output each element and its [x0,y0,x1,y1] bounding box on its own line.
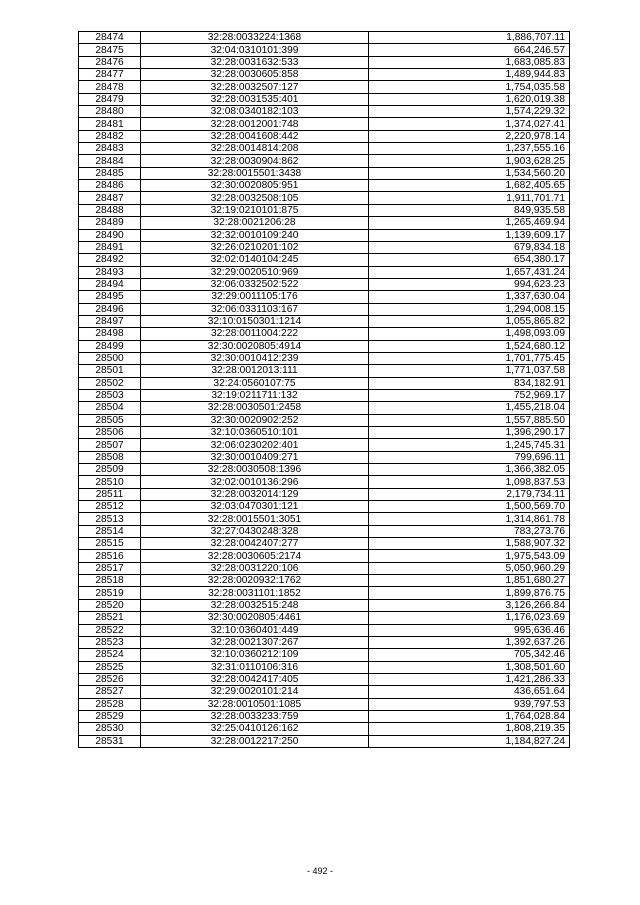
record-number-cell: 28489 [79,217,141,229]
cadastral-number-cell: 32:28:0030605:2174 [141,550,369,562]
cadastral-number-cell: 32:26:0210201:102 [141,241,369,253]
table-row [79,599,570,611]
cadastral-number-cell: 32:02:0010136:296 [141,476,369,488]
record-number-cell: 28525 [79,661,141,673]
table-row [79,377,570,389]
table-row [79,402,570,414]
record-number-cell: 28524 [79,649,141,661]
table-row [79,56,570,68]
amount-cell: 1,534,560.20 [369,167,570,179]
cadastral-number-cell: 32:29:0020101:214 [141,686,369,698]
amount-cell: 799,696.11 [369,451,570,463]
cadastral-number-cell: 32:28:0041608:442 [141,130,369,142]
cadastral-number-cell: 32:28:0014814:208 [141,143,369,155]
record-number-cell: 28474 [79,32,141,44]
cadastral-number-cell: 32:27:0430248:328 [141,525,369,537]
record-number-cell: 28527 [79,686,141,698]
amount-cell: 1,498,093.09 [369,328,570,340]
amount-cell: 1,308,501.60 [369,661,570,673]
amount-cell: 1,588,907.32 [369,538,570,550]
record-number-cell: 28520 [79,599,141,611]
amount-cell: 1,176,023.69 [369,612,570,624]
amount-cell: 664,246.57 [369,44,570,56]
amount-cell: 783,273.76 [369,525,570,537]
table-row [79,427,570,439]
cadastral-number-cell: 32:28:0031535:401 [141,93,369,105]
amount-cell: 994,623.23 [369,278,570,290]
table-row [79,93,570,105]
amount-cell: 1,975,543.09 [369,550,570,562]
amount-cell: 1,682,405.65 [369,180,570,192]
record-number-cell: 28490 [79,229,141,241]
record-number-cell: 28487 [79,192,141,204]
amount-cell: 1,764,028.84 [369,710,570,722]
table-row [79,254,570,266]
amount-cell: 1,574,229.32 [369,106,570,118]
table-row [79,550,570,562]
table-row [79,686,570,698]
cadastral-number-cell: 32:28:0015501:3051 [141,513,369,525]
cadastral-number-cell: 32:29:0011105:176 [141,291,369,303]
table-row [79,266,570,278]
amount-cell: 1,455,218.04 [369,402,570,414]
amount-cell: 995,636.46 [369,624,570,636]
table-row [79,44,570,56]
amount-cell: 1,886,707.11 [369,32,570,44]
record-number-cell: 28512 [79,501,141,513]
table-row [79,723,570,735]
table-row [79,229,570,241]
table-row [79,241,570,253]
record-number-cell: 28510 [79,476,141,488]
table-row [79,278,570,290]
cadastral-number-cell: 32:10:0150301:1214 [141,315,369,327]
records-table [78,31,570,748]
record-number-cell: 28494 [79,278,141,290]
amount-cell: 1,337,630.04 [369,291,570,303]
table-row [79,155,570,167]
amount-cell: 1,903,628.25 [369,155,570,167]
table-row [79,291,570,303]
record-number-cell: 28475 [79,44,141,56]
table-row [79,143,570,155]
cadastral-number-cell: 32:28:0021206:28 [141,217,369,229]
table-row [79,414,570,426]
cadastral-number-cell: 32:28:0012001:748 [141,118,369,130]
record-number-cell: 28500 [79,352,141,364]
table-row [79,562,570,574]
cadastral-number-cell: 32:30:0020805:951 [141,180,369,192]
amount-cell: 1,899,876.75 [369,587,570,599]
table-row [79,439,570,451]
table-row [79,118,570,130]
table-row [79,538,570,550]
record-number-cell: 28509 [79,464,141,476]
cadastral-number-cell: 32:28:0032507:127 [141,81,369,93]
table-row [79,303,570,315]
amount-cell: 1,500,569.70 [369,501,570,513]
record-number-cell: 28492 [79,254,141,266]
table-row [79,673,570,685]
amount-cell: 1,557,885.50 [369,414,570,426]
record-number-cell: 28483 [79,143,141,155]
table-row [79,464,570,476]
table-row [79,204,570,216]
records-table-body [79,32,570,748]
cadastral-number-cell: 32:28:0012013:111 [141,365,369,377]
cadastral-number-cell: 32:28:0030501:2458 [141,402,369,414]
table-row [79,192,570,204]
record-number-cell: 28507 [79,439,141,451]
record-number-cell: 28528 [79,698,141,710]
table-row [79,352,570,364]
cadastral-number-cell: 32:28:0033224:1368 [141,32,369,44]
page-number: - 492 - [306,866,333,876]
amount-cell: 1,524,680.12 [369,340,570,352]
table-row [79,81,570,93]
record-number-cell: 28508 [79,451,141,463]
cadastral-number-cell: 32:32:0010109:240 [141,229,369,241]
cadastral-number-cell: 32:28:0015501:3438 [141,167,369,179]
amount-cell: 679,834.18 [369,241,570,253]
record-number-cell: 28482 [79,130,141,142]
table-row [79,612,570,624]
record-number-cell: 28491 [79,241,141,253]
amount-cell: 1,098,837.53 [369,476,570,488]
record-number-cell: 28501 [79,365,141,377]
table-row [79,575,570,587]
cadastral-number-cell: 32:30:0020805:4914 [141,340,369,352]
record-number-cell: 28496 [79,303,141,315]
amount-cell: 1,265,469.94 [369,217,570,229]
table-row [79,636,570,648]
cadastral-number-cell: 32:30:0010412:239 [141,352,369,364]
cadastral-number-cell: 32:19:0210101:875 [141,204,369,216]
table-row [79,698,570,710]
cadastral-number-cell: 32:28:0031632:533 [141,56,369,68]
record-number-cell: 28480 [79,106,141,118]
amount-cell: 1,620,019.38 [369,93,570,105]
cadastral-number-cell: 32:28:0042417:405 [141,673,369,685]
table-row [79,217,570,229]
record-number-cell: 28477 [79,69,141,81]
amount-cell: 1,392,637.26 [369,636,570,648]
amount-cell: 1,396,290.17 [369,427,570,439]
record-number-cell: 28522 [79,624,141,636]
amount-cell: 436,651.64 [369,686,570,698]
record-number-cell: 28519 [79,587,141,599]
record-number-cell: 28484 [79,155,141,167]
table-row [79,476,570,488]
record-number-cell: 28499 [79,340,141,352]
cadastral-number-cell: 32:28:0033233:759 [141,710,369,722]
amount-cell: 1,771,037.58 [369,365,570,377]
table-row [79,488,570,500]
cadastral-number-cell: 32:30:0010409:271 [141,451,369,463]
table-row [79,710,570,722]
cadastral-number-cell: 32:04:0310101:399 [141,44,369,56]
table-row [79,661,570,673]
record-number-cell: 28495 [79,291,141,303]
cadastral-number-cell: 32:24:0560107:75 [141,377,369,389]
cadastral-number-cell: 32:28:0030508:1396 [141,464,369,476]
cadastral-number-cell: 32:28:0030904:862 [141,155,369,167]
record-number-cell: 28523 [79,636,141,648]
table-row [79,69,570,81]
record-number-cell: 28493 [79,266,141,278]
amount-cell: 1,184,827.24 [369,735,570,747]
cadastral-number-cell: 32:03:0470301:121 [141,501,369,513]
cadastral-number-cell: 32:28:0031220:106 [141,562,369,574]
record-number-cell: 28476 [79,56,141,68]
table-row [79,525,570,537]
record-number-cell: 28511 [79,488,141,500]
amount-cell: 939,797.53 [369,698,570,710]
table-row [79,587,570,599]
amount-cell: 1,237,555.16 [369,143,570,155]
amount-cell: 1,245,745.31 [369,439,570,451]
cadastral-number-cell: 32:28:0021307:267 [141,636,369,648]
cadastral-number-cell: 32:06:0230202:401 [141,439,369,451]
record-number-cell: 28481 [79,118,141,130]
table-row [79,32,570,44]
record-number-cell: 28531 [79,735,141,747]
cadastral-number-cell: 32:08:0340182:103 [141,106,369,118]
amount-cell: 3,126,266.84 [369,599,570,611]
amount-cell: 834,182.91 [369,377,570,389]
amount-cell: 1,421,286.33 [369,673,570,685]
cadastral-number-cell: 32:28:0032014:129 [141,488,369,500]
cadastral-number-cell: 32:10:0360212:109 [141,649,369,661]
table-row [79,649,570,661]
table-row [79,389,570,401]
record-number-cell: 28516 [79,550,141,562]
amount-cell: 1,139,609.17 [369,229,570,241]
amount-cell: 1,851,680.27 [369,575,570,587]
amount-cell: 705,342.46 [369,649,570,661]
cadastral-number-cell: 32:30:0020902:252 [141,414,369,426]
cadastral-number-cell: 32:02:0140104:245 [141,254,369,266]
amount-cell: 1,374,027.41 [369,118,570,130]
cadastral-number-cell: 32:28:0042407:277 [141,538,369,550]
record-number-cell: 28506 [79,427,141,439]
table-row [79,130,570,142]
cadastral-number-cell: 32:31:0110106:316 [141,661,369,673]
record-number-cell: 28486 [79,180,141,192]
amount-cell: 1,294,008.15 [369,303,570,315]
table-row [79,513,570,525]
amount-cell: 654,380.17 [369,254,570,266]
amount-cell: 1,314,861.78 [369,513,570,525]
cadastral-number-cell: 32:29:0020510:969 [141,266,369,278]
record-number-cell: 28488 [79,204,141,216]
table-row [79,451,570,463]
table-row [79,328,570,340]
table-row [79,315,570,327]
cadastral-number-cell: 32:06:0332502:522 [141,278,369,290]
cadastral-number-cell: 32:25:0410126:162 [141,723,369,735]
cadastral-number-cell: 32:28:0032515:248 [141,599,369,611]
record-number-cell: 28514 [79,525,141,537]
record-number-cell: 28502 [79,377,141,389]
table-row [79,624,570,636]
record-number-cell: 28529 [79,710,141,722]
record-number-cell: 28498 [79,328,141,340]
cadastral-number-cell: 32:10:0360510:101 [141,427,369,439]
record-number-cell: 28478 [79,81,141,93]
record-number-cell: 28497 [79,315,141,327]
record-number-cell: 28505 [79,414,141,426]
cadastral-number-cell: 32:28:0010501:1085 [141,698,369,710]
amount-cell: 1,366,382.05 [369,464,570,476]
amount-cell: 5,050,960.29 [369,562,570,574]
amount-cell: 1,683,085.83 [369,56,570,68]
cadastral-number-cell: 32:19:0211711:132 [141,389,369,401]
cadastral-number-cell: 32:10:0360401:449 [141,624,369,636]
amount-cell: 1,701,775.45 [369,352,570,364]
record-number-cell: 28515 [79,538,141,550]
table-row [79,735,570,747]
table-row [79,340,570,352]
record-number-cell: 28503 [79,389,141,401]
record-number-cell: 28485 [79,167,141,179]
amount-cell: 2,179,734.11 [369,488,570,500]
amount-cell: 1,657,431.24 [369,266,570,278]
table-row [79,365,570,377]
amount-cell: 1,911,701.71 [369,192,570,204]
table-row [79,167,570,179]
record-number-cell: 28521 [79,612,141,624]
amount-cell: 1,055,865.82 [369,315,570,327]
amount-cell: 1,754,035.58 [369,81,570,93]
record-number-cell: 28479 [79,93,141,105]
cadastral-number-cell: 32:28:0031101:1852 [141,587,369,599]
cadastral-number-cell: 32:28:0030605:858 [141,69,369,81]
table-row [79,106,570,118]
amount-cell: 1,808,219.35 [369,723,570,735]
record-number-cell: 28504 [79,402,141,414]
table-row [79,180,570,192]
amount-cell: 752,969.17 [369,389,570,401]
table-row [79,501,570,513]
cadastral-number-cell: 32:28:0020932:1762 [141,575,369,587]
amount-cell: 2,220,978.14 [369,130,570,142]
record-number-cell: 28518 [79,575,141,587]
cadastral-number-cell: 32:28:0012217:250 [141,735,369,747]
cadastral-number-cell: 32:28:0032508:105 [141,192,369,204]
cadastral-number-cell: 32:30:0020805:4461 [141,612,369,624]
record-number-cell: 28530 [79,723,141,735]
amount-cell: 1,489,944.83 [369,69,570,81]
record-number-cell: 28517 [79,562,141,574]
record-number-cell: 28526 [79,673,141,685]
cadastral-number-cell: 32:06:0331103:167 [141,303,369,315]
amount-cell: 849,935.58 [369,204,570,216]
cadastral-number-cell: 32:28:0011004:222 [141,328,369,340]
record-number-cell: 28513 [79,513,141,525]
